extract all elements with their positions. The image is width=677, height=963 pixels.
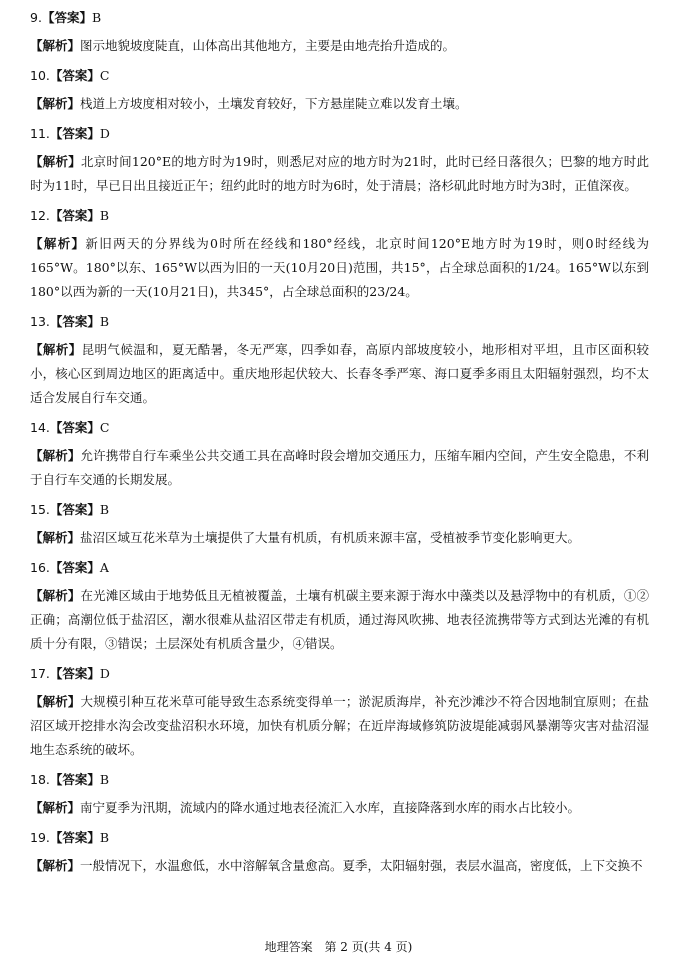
analysis-text: 图示地貌坡度陡直，山体高出其他地方，主要是由地壳抬升造成的。 [80, 38, 456, 53]
analysis-text: 允许携带自行车乘坐公共交通工具在高峰时段会增加交通压力，压缩车厢内空间，产生安全隐患，不利于自行车交通的长期发展。 [30, 448, 649, 487]
analysis-text: 一般情况下，水温愈低，水中溶解氧含量愈高。夏季，太阳辐射强，表层水温高，密度低，上下交换不 [80, 858, 643, 873]
analysis-tag: 【解析】 [30, 588, 81, 603]
answer-value: B [91, 10, 102, 25]
analysis-tag: 【解析】 [30, 800, 81, 815]
analysis-tag: 【解析】 [30, 38, 81, 53]
answer-tag: 【答案】 [49, 208, 100, 223]
answer-value: B [99, 208, 110, 223]
question-block [30, 206, 649, 304]
analysis-tag: 【解析】 [30, 448, 81, 463]
question-number: 15. [30, 502, 50, 517]
answer-tag: 【答案】 [49, 314, 100, 329]
answer-line [30, 206, 649, 226]
answer-value: B [99, 314, 110, 329]
answer-tag: 【答案】 [49, 666, 100, 681]
answer-line [30, 500, 649, 520]
analysis-text: 大规模引种互花米草可能导致生态系统变得单一；淤泥质海岸，补充沙滩沙不符合因地制宜原则；在盐沼区域开挖排水沟会改变盐沼积水环境，加快有机质分解；在近岸海域修筑防波堤能减弱风暴潮等灾害对盐沼湿地生态系统的破坏。 [30, 694, 649, 757]
analysis-paragraph [30, 444, 649, 492]
question-block [30, 500, 649, 550]
answer-tag: 【答案】 [49, 420, 100, 435]
analysis-paragraph [30, 796, 649, 820]
question-number: 12. [30, 208, 50, 223]
answer-tag: 【答案】 [49, 772, 100, 787]
analysis-paragraph [30, 690, 649, 762]
analysis-text: 在光滩区域由于地势低且无植被覆盖，土壤有机碳主要来源于海水中藻类以及悬浮物中的有机质，①②正确；高潮位低于盐沼区，潮水很难从盐沼区带走有机质，通过海风吹拂、地表径流携带等方式到达光滩的有机质十分有限，③错误；土层深处有机质含量少，④错误。 [30, 588, 649, 651]
answer-tag: 【答案】 [49, 502, 100, 517]
question-block [30, 312, 649, 410]
analysis-paragraph [30, 150, 649, 198]
analysis-text: 北京时间120°E的地方时为19时，则悉尼对应的地方时为21时，此时已经日落很久；巴黎的地方时此时为11时，早已日出且接近正午；纽约此时的地方时为6时，处于清晨；洛杉矶此时地方时为3时，正值深夜。 [30, 154, 649, 193]
question-number: 14. [30, 420, 50, 435]
analysis-text: 南宁夏季为汛期，流域内的降水通过地表径流汇入水库，直接降落到水库的雨水占比较小。 [80, 800, 581, 815]
footer-title: 地理答案 [264, 940, 313, 954]
answer-value: D [99, 666, 110, 681]
answer-line [30, 66, 649, 86]
analysis-paragraph [30, 232, 649, 304]
answer-value: B [99, 502, 110, 517]
answer-tag: 【答案】 [49, 830, 100, 845]
question-block [30, 664, 649, 762]
analysis-paragraph [30, 526, 649, 550]
answer-line [30, 558, 649, 578]
answer-line [30, 8, 649, 28]
analysis-tag: 【解析】 [30, 530, 81, 545]
analysis-paragraph [30, 338, 649, 410]
analysis-tag: 【解析】 [30, 342, 82, 357]
question-number: 13. [30, 314, 50, 329]
page-footer [0, 938, 677, 955]
answer-value: C [99, 420, 110, 435]
question-number: 16. [30, 560, 50, 575]
answer-value: A [99, 560, 109, 575]
question-block [30, 8, 649, 58]
question-number: 18. [30, 772, 50, 787]
answer-line [30, 828, 649, 848]
question-number: 9. [30, 10, 42, 25]
answer-line [30, 770, 649, 790]
answer-line [30, 418, 649, 438]
answer-tag: 【答案】 [49, 68, 100, 83]
question-number: 17. [30, 666, 50, 681]
analysis-tag: 【解析】 [30, 96, 81, 111]
answer-tag: 【答案】 [41, 10, 92, 25]
analysis-paragraph [30, 34, 649, 58]
analysis-text: 栈道上方坡度相对较小，土壤发育较好，下方悬崖陡立难以发育土壤。 [80, 96, 468, 111]
answer-list [30, 8, 649, 878]
analysis-tag: 【解析】 [30, 694, 81, 709]
question-block [30, 124, 649, 198]
answer-value: B [99, 772, 110, 787]
analysis-tag: 【解析】 [30, 858, 81, 873]
answer-value: D [99, 126, 110, 141]
question-block [30, 418, 649, 492]
question-number: 10. [30, 68, 50, 83]
analysis-text: 盐沼区域互花米草为土壤提供了大量有机质，有机质来源丰富，受植被季节变化影响更大。 [80, 530, 581, 545]
answer-line [30, 664, 649, 684]
answer-line [30, 312, 649, 332]
question-number: 19. [30, 830, 50, 845]
answer-value: C [99, 68, 110, 83]
question-block [30, 828, 649, 878]
answer-tag: 【答案】 [49, 126, 100, 141]
footer-page-number: 第 2 页(共 4 页) [324, 940, 413, 954]
answer-value: B [99, 830, 110, 845]
question-number: 11. [30, 126, 50, 141]
question-block [30, 66, 649, 116]
analysis-tag: 【解析】 [30, 154, 81, 169]
analysis-tag: 【解析】 [30, 236, 86, 251]
answer-line [30, 124, 649, 144]
question-block [30, 558, 649, 656]
analysis-paragraph [30, 854, 649, 878]
answer-tag: 【答案】 [49, 560, 100, 575]
analysis-text: 新旧两天的分界线为0时所在经线和180°经线，北京时间120°E地方时为19时，则0时经线为165°W。180°以东、165°W以西为旧的一天(10月20日)范围，共15°，占全球总面积的1/24。165°W以东到180°以西为新的一天(10月21日)，共345°，占全球总面积的23/24。 [30, 236, 649, 299]
analysis-paragraph [30, 92, 649, 116]
analysis-text: 昆明气候温和，夏无酷暑，冬无严寒，四季如春，高原内部坡度较小，地形相对平坦，且市区面积较小，核心区到周边地区的距离适中。重庆地形起伏较大、长春冬季严寒、海口夏季多雨且太阳辐射强烈，均不太适合发展自行车交通。 [30, 342, 649, 405]
question-block [30, 770, 649, 820]
analysis-paragraph [30, 584, 649, 656]
